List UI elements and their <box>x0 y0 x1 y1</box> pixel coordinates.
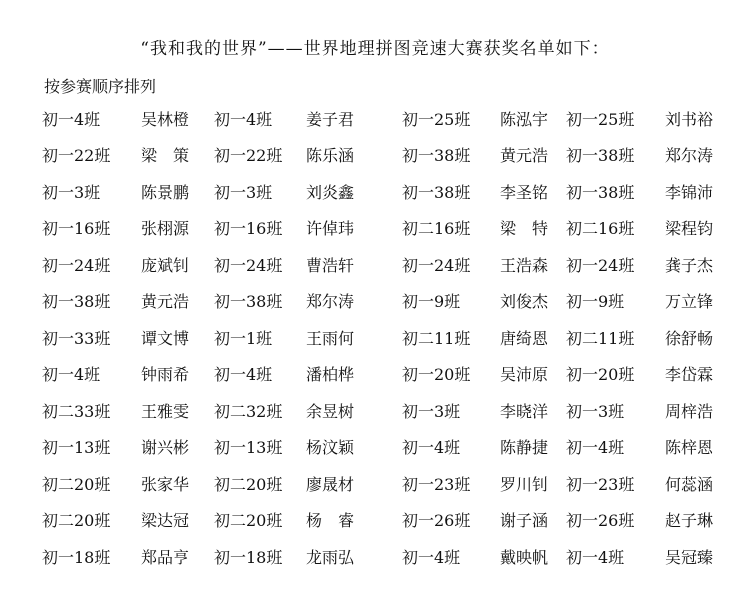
table-row <box>42 137 725 174</box>
name-cell: 周梓浩 <box>665 401 714 421</box>
name-cell: 李晓洋 <box>500 401 549 421</box>
name-cell: 曹浩轩 <box>306 255 355 275</box>
class-cell: 初一3班 <box>214 182 273 202</box>
class-cell: 初二20班 <box>42 511 111 531</box>
name-cell: 黄元浩 <box>141 292 190 312</box>
class-cell: 初一24班 <box>566 255 635 275</box>
class-cell: 初一26班 <box>566 511 635 531</box>
class-cell: 初一4班 <box>214 365 273 385</box>
name-cell: 陈梓恩 <box>665 438 714 458</box>
class-cell: 初一22班 <box>214 146 283 166</box>
name-cell: 谢兴彬 <box>141 438 190 458</box>
class-cell: 初一20班 <box>566 365 635 385</box>
name-cell: 何蕊涵 <box>665 474 714 494</box>
list-order-note: 按参赛顺序排列 <box>44 77 157 96</box>
class-cell: 初一16班 <box>42 219 111 239</box>
table-row <box>42 356 725 393</box>
name-cell: 万立锋 <box>665 292 714 312</box>
name-cell: 廖晟材 <box>306 474 355 494</box>
class-cell: 初一18班 <box>42 547 111 567</box>
class-cell: 初一38班 <box>42 292 111 312</box>
name-cell: 梁达冠 <box>141 511 190 531</box>
class-cell: 初一24班 <box>214 255 283 275</box>
name-cell: 王雅雯 <box>141 401 190 421</box>
name-cell: 吴沛原 <box>500 365 549 385</box>
class-cell: 初一4班 <box>566 547 625 567</box>
class-cell: 初二20班 <box>42 474 111 494</box>
class-cell: 初一24班 <box>402 255 471 275</box>
name-cell: 余昱树 <box>306 401 355 421</box>
class-cell: 初一38班 <box>566 182 635 202</box>
table-row <box>42 429 725 466</box>
class-cell: 初一33班 <box>42 328 111 348</box>
table-row <box>42 319 725 356</box>
table-row <box>42 173 725 210</box>
name-cell: 钟雨希 <box>141 365 190 385</box>
name-cell: 张栩源 <box>141 219 190 239</box>
class-cell: 初一22班 <box>42 146 111 166</box>
table-row <box>42 502 725 539</box>
class-cell: 初二33班 <box>42 401 111 421</box>
class-cell: 初一3班 <box>566 401 625 421</box>
class-cell: 初二11班 <box>566 328 635 348</box>
name-cell: 陈景鹏 <box>141 182 190 202</box>
name-cell: 刘炎鑫 <box>306 182 355 202</box>
class-cell: 初一1班 <box>214 328 273 348</box>
class-cell: 初一13班 <box>42 438 111 458</box>
name-cell: 徐舒畅 <box>665 328 714 348</box>
table-row <box>42 100 725 137</box>
table-row <box>42 465 725 502</box>
table-row <box>42 392 725 429</box>
name-cell: 李锦沛 <box>665 182 714 202</box>
name-cell: 龚子杰 <box>665 255 714 275</box>
class-cell: 初一38班 <box>566 146 635 166</box>
name-cell: 潘柏桦 <box>306 365 355 385</box>
name-cell: 王雨何 <box>306 328 355 348</box>
table-row <box>42 538 725 575</box>
name-cell: 谭文博 <box>141 328 190 348</box>
class-cell: 初一3班 <box>42 182 101 202</box>
class-cell: 初一18班 <box>214 547 283 567</box>
class-cell: 初一4班 <box>402 547 461 567</box>
name-cell: 梁 特 <box>500 219 549 239</box>
name-cell: 刘俊杰 <box>500 292 549 312</box>
class-cell: 初二16班 <box>566 219 635 239</box>
name-cell: 陈乐涵 <box>306 146 355 166</box>
award-table <box>42 100 725 575</box>
class-cell: 初一26班 <box>402 511 471 531</box>
class-cell: 初一4班 <box>214 109 273 129</box>
class-cell: 初一38班 <box>214 292 283 312</box>
name-cell: 刘书裕 <box>665 109 714 129</box>
class-cell: 初二20班 <box>214 474 283 494</box>
class-cell: 初二11班 <box>402 328 471 348</box>
name-cell: 龙雨弘 <box>306 547 355 567</box>
class-cell: 初一4班 <box>42 365 101 385</box>
name-cell: 陈静捷 <box>500 438 549 458</box>
page-title: “我和我的世界”——世界地理拼图竞速大赛获奖名单如下： <box>140 39 610 59</box>
class-cell: 初一13班 <box>214 438 283 458</box>
name-cell: 郑尔涛 <box>665 146 714 166</box>
name-cell: 杨汶颖 <box>306 438 355 458</box>
name-cell: 杨 睿 <box>306 511 355 531</box>
name-cell: 张家华 <box>141 474 190 494</box>
table-row <box>42 210 725 247</box>
name-cell: 庞斌钊 <box>141 255 190 275</box>
name-cell: 吴冠臻 <box>665 547 714 567</box>
class-cell: 初一4班 <box>42 109 101 129</box>
name-cell: 黄元浩 <box>500 146 549 166</box>
class-cell: 初一4班 <box>402 438 461 458</box>
name-cell: 梁程钧 <box>665 219 714 239</box>
award-table-body <box>42 100 725 575</box>
name-cell: 李岱霖 <box>665 365 714 385</box>
class-cell: 初一9班 <box>402 292 461 312</box>
name-cell: 吴林橙 <box>141 109 190 129</box>
name-cell: 郑尔涛 <box>306 292 355 312</box>
class-cell: 初一25班 <box>402 109 471 129</box>
class-cell: 初一23班 <box>566 474 635 494</box>
name-cell: 王浩森 <box>500 255 549 275</box>
class-cell: 初一4班 <box>566 438 625 458</box>
class-cell: 初一25班 <box>566 109 635 129</box>
name-cell: 郑品亨 <box>141 547 190 567</box>
name-cell: 谢子涵 <box>500 511 549 531</box>
class-cell: 初一23班 <box>402 474 471 494</box>
name-cell: 许倬玮 <box>306 219 355 239</box>
name-cell: 姜子君 <box>306 109 355 129</box>
class-cell: 初一38班 <box>402 182 471 202</box>
name-cell: 戴映帆 <box>500 547 549 567</box>
class-cell: 初二20班 <box>214 511 283 531</box>
name-cell: 梁 策 <box>141 146 190 166</box>
name-cell: 罗川钊 <box>500 474 549 494</box>
class-cell: 初一3班 <box>402 401 461 421</box>
class-cell: 初一9班 <box>566 292 625 312</box>
name-cell: 陈泓宇 <box>500 109 549 129</box>
class-cell: 初一20班 <box>402 365 471 385</box>
name-cell: 李圣铭 <box>500 182 549 202</box>
name-cell: 赵子琳 <box>665 511 714 531</box>
class-cell: 初一38班 <box>402 146 471 166</box>
class-cell: 初一16班 <box>214 219 283 239</box>
name-cell: 唐绮恩 <box>500 328 549 348</box>
class-cell: 初二32班 <box>214 401 283 421</box>
table-row <box>42 283 725 320</box>
class-cell: 初一24班 <box>42 255 111 275</box>
table-row <box>42 246 725 283</box>
class-cell: 初二16班 <box>402 219 471 239</box>
